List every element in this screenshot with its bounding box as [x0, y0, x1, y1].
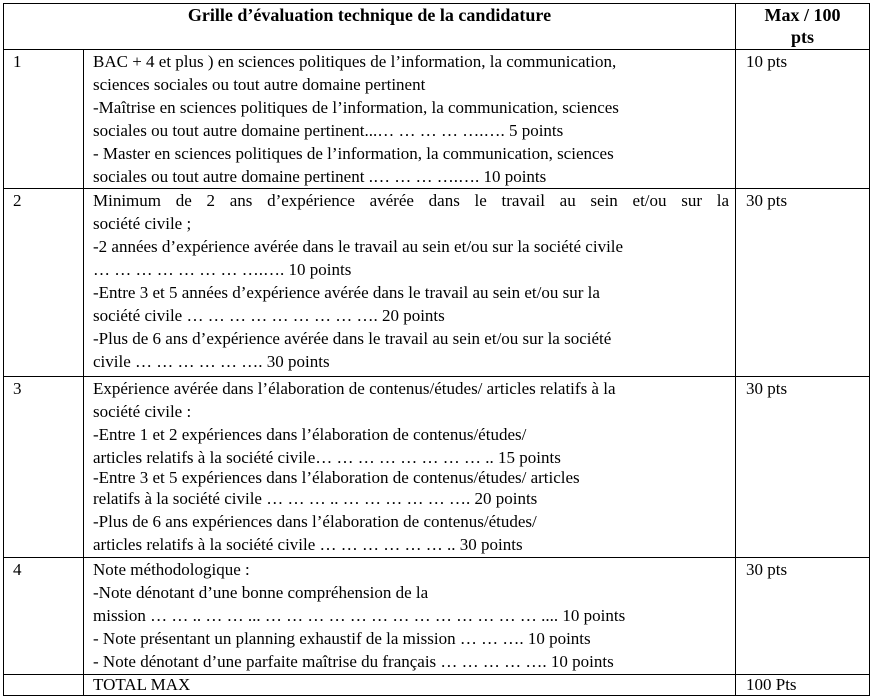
criterion-line: Note méthodologique :: [93, 560, 250, 579]
criterion-line: société civile ;: [93, 214, 192, 233]
criterion-line: Expérience avérée dans l’élaboration de contenus/études/ articles relatifs à la: [93, 379, 616, 398]
header-max-line1: Max / 100: [764, 5, 841, 25]
criterion-line: BAC + 4 et plus ) en sciences politiques de l’information, la communication,: [93, 52, 617, 71]
criterion-line: -Plus de 6 ans d’expérience avérée dans le travail au sein et/ou sur la société: [93, 329, 612, 348]
criterion-line: - Master en sciences politiques de l’information, la communication, sciences: [93, 144, 614, 163]
criterion-line: -Note dénotant d’une bonne compréhension de la: [93, 583, 429, 602]
criterion-line: -Maîtrise en sciences politiques de l’information, la communication, sciences: [93, 98, 619, 117]
criterion-row-2: [4, 189, 870, 377]
criterion-line: sciences sociales ou tout autre domaine pertinent: [93, 75, 426, 94]
criterion-line: -2 années d’expérience avérée dans le travail au sein et/ou sur la société civile: [93, 237, 624, 256]
row-number: 2: [4, 189, 84, 377]
row-number: 3: [4, 377, 84, 558]
criterion-line: société civile :: [93, 402, 192, 421]
total-label: TOTAL MAX: [84, 675, 736, 696]
criterion-description: [84, 377, 736, 558]
header-max-cell: [736, 4, 870, 50]
max-points: 10 pts: [736, 50, 870, 189]
criterion-line: sociales ou tout autre domaine pertinent...… … … … ….…. 5 points: [93, 121, 564, 140]
criterion-line: mission … … .. … … ... … … … … … … … … … … … … … .... 10 points: [93, 606, 626, 625]
header-title-cell: [4, 4, 736, 50]
row-number: 1: [4, 50, 84, 189]
criterion-line: Minimum de 2 ans d’expérience avérée dans le travail au sein et/ou sur la: [93, 191, 729, 210]
criterion-line: - Note dénotant d’une parfaite maîtrise du français … … … … …. 10 points: [93, 652, 614, 671]
header-max-line2: pts: [790, 27, 814, 47]
criterion-line: société civile … … … … … … … … …. 20 points: [93, 306, 445, 325]
evaluation-grid-table: [3, 3, 870, 696]
criterion-description: [84, 558, 736, 675]
max-points: 30 pts: [736, 558, 870, 675]
criterion-line: articles relatifs à la société civile … … … … … … .. 30 points: [93, 535, 523, 554]
total-number: [4, 675, 84, 696]
max-points: 30 pts: [736, 377, 870, 558]
criterion-line: relatifs à la société civile … … … .. … … … … … …. 20 points: [93, 489, 538, 508]
criterion-description: [84, 50, 736, 189]
criterion-line: - Note présentant un planning exhaustif de la mission … … …. 10 points: [93, 629, 591, 648]
criterion-line: -Entre 3 et 5 expériences dans l’élaboration de contenus/études/ articles: [93, 468, 580, 487]
criterion-row-1: [4, 50, 870, 189]
header-row: [4, 4, 870, 50]
criterion-line: -Entre 3 et 5 années d’expérience avérée dans le travail au sein et/ou sur la: [93, 283, 600, 302]
criterion-row-4: [4, 558, 870, 675]
header-title: Grille d’évaluation technique de la candidature: [187, 5, 552, 25]
criterion-line: -Entre 1 et 2 expériences dans l’élaboration de contenus/études/: [93, 425, 527, 444]
criterion-row-3: [4, 377, 870, 558]
max-points: 30 pts: [736, 189, 870, 377]
criterion-line: sociales ou tout autre domaine pertinent .… … … ….…. 10 points: [93, 167, 547, 186]
criterion-line: articles relatifs à la société civile… … … … … … … … .. 15 points: [93, 448, 561, 467]
row-number: 4: [4, 558, 84, 675]
total-row: [4, 675, 870, 696]
criterion-line: civile … … … … … …. 30 points: [93, 352, 330, 371]
criterion-description: [84, 189, 736, 377]
criterion-line: … … … … … … … ….…. 10 points: [93, 260, 352, 279]
criterion-line: -Plus de 6 ans expériences dans l’élaboration de contenus/études/: [93, 512, 537, 531]
total-max-points: 100 Pts: [736, 675, 870, 696]
